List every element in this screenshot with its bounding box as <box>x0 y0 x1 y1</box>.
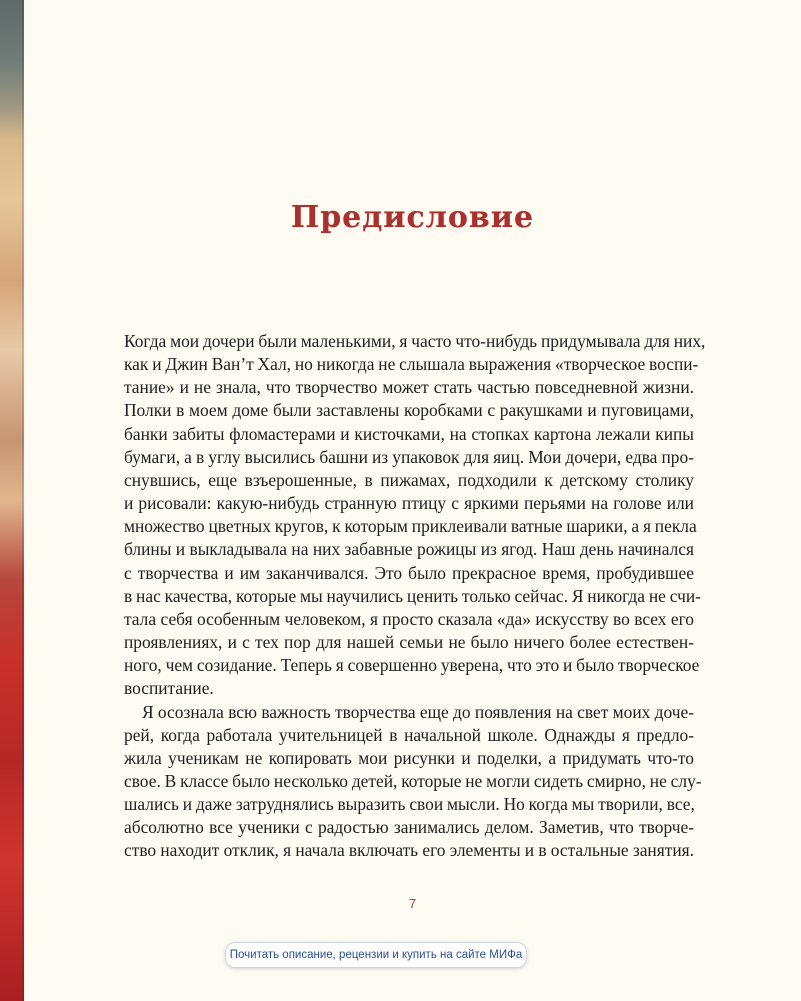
text-line: ного, чем созидание. Теперь я совершенно уверена, что это и было творческое <box>124 655 700 676</box>
text-line: бумаги, а в углу высились башни из упаковок для яиц. Мои дочери, едва про- <box>124 446 694 467</box>
text-line: множество цветных кругов, к которым приклеивали ватные шарики, а я пекла <box>124 516 697 537</box>
text-line: ство находит отклик, я начала включать его элементы и в остальные занятия. <box>124 840 694 861</box>
text-line: тала себя особенным человеком, я просто сказала «да» искусству во всех его <box>124 608 694 629</box>
book-page <box>24 0 801 1001</box>
text-line: и рисовали: какую-нибудь странную птицу с яркими перьями на голове или <box>124 493 694 514</box>
text-line: блины и выкладывала на них забавные рожицы из ягод. Наш день начинался <box>124 539 694 560</box>
text-line: рей, когда работала учительницей в начальной школе. Однажды я предло- <box>124 724 694 745</box>
text-line: проявлениях, и с тех пор для нашей семьи не было ничего более естествен- <box>124 632 694 653</box>
page-number: 7 <box>408 896 417 911</box>
text-line: тание» и не знала, что творчество может стать частью повседневной жизни. <box>124 377 694 398</box>
paragraph <box>124 701 702 863</box>
text-line: воспитание. <box>124 678 214 699</box>
text-line: жила ученикам не копировать мои рисунки и поделки, а придумать что-то <box>124 747 694 768</box>
text-line: свое. В классе было несколько детей, которые не могли сидеть смирно, не слу- <box>124 770 702 791</box>
text-line: Я осознала всю важность творчества еще до появления на свет моих доче- <box>142 701 694 722</box>
text-line: абсолютно все ученики с радостью занимались делом. Заметив, что творче- <box>124 817 694 838</box>
buy-on-mif-link[interactable]: Почитать описание, рецензии и купить на сайте МИФа <box>225 942 527 968</box>
cover-photo-edge <box>0 0 24 1001</box>
text-line: в нас качества, которые мы научились ценить только сейчас. Я никогда не счи- <box>124 585 701 606</box>
text-line: снувшись, еще взъерошенные, в пижамах, подходили к детскому столику <box>124 469 694 490</box>
paragraph <box>124 330 706 701</box>
body-text <box>124 330 706 863</box>
text-line: как и Джин Ван’т Хал, но никогда не слышала выражения «творческое воспи- <box>124 354 699 375</box>
text-line: Когда мои дочери были маленькими, я часто что-нибудь придумывала для них, <box>124 331 706 351</box>
text-line: шались и даже затруднялись выразить свои мысли. Но когда мы творили, все, <box>124 794 695 815</box>
text-line: с творчества и им заканчивался. Это было прекрасное время, пробудившее <box>124 562 694 583</box>
chapter-title: Предисловие <box>290 200 535 235</box>
text-line: банки забиты фломастерами и кисточками, на стопках картона лежали кипы <box>124 423 694 444</box>
text-line: Полки в моем доме были заставлены коробками с ракушками и пуговицами, <box>124 400 694 421</box>
